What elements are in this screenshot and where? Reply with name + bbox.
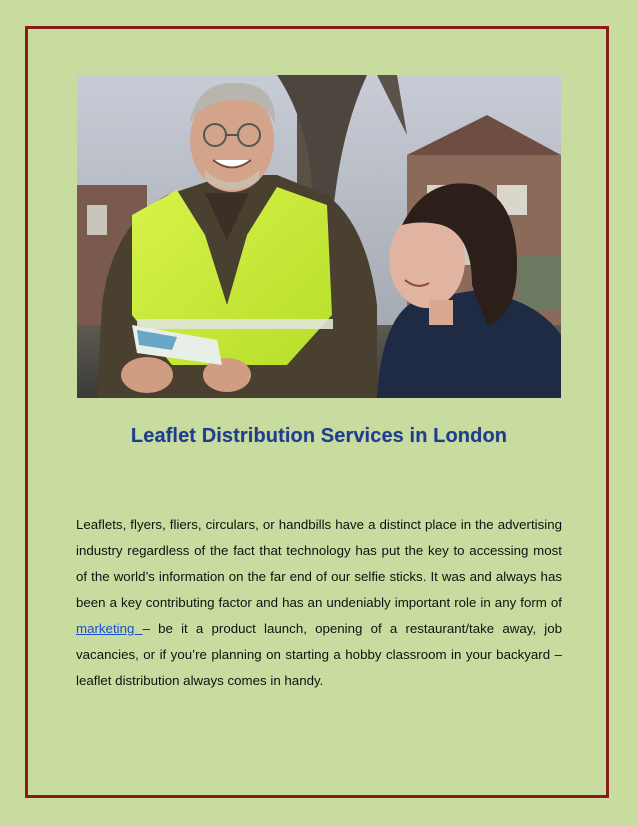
paragraph-text-before-link: Leaflets, flyers, fliers, circulars, or handbills have a distinct place in the advertising industry regardless of the fact that technology has put the key to accessing most of the world’s information on the far end of our selfie sticks. It was and always has been a key contributing factor and has an undeniably important role in any form of [76,517,562,610]
body-paragraph [76,512,562,694]
marketing-link[interactable]: marketing [76,621,143,636]
paragraph-text-after-link: – be it a product launch, opening of a restaurant/take away, job vacancies, or if you’re planning on starting a hobby classroom in your backyard – leaflet distribution always comes in handy. [76,621,562,688]
document-title: Leaflet Distribution Services in London [130,425,508,447]
hero-photo [77,75,561,398]
